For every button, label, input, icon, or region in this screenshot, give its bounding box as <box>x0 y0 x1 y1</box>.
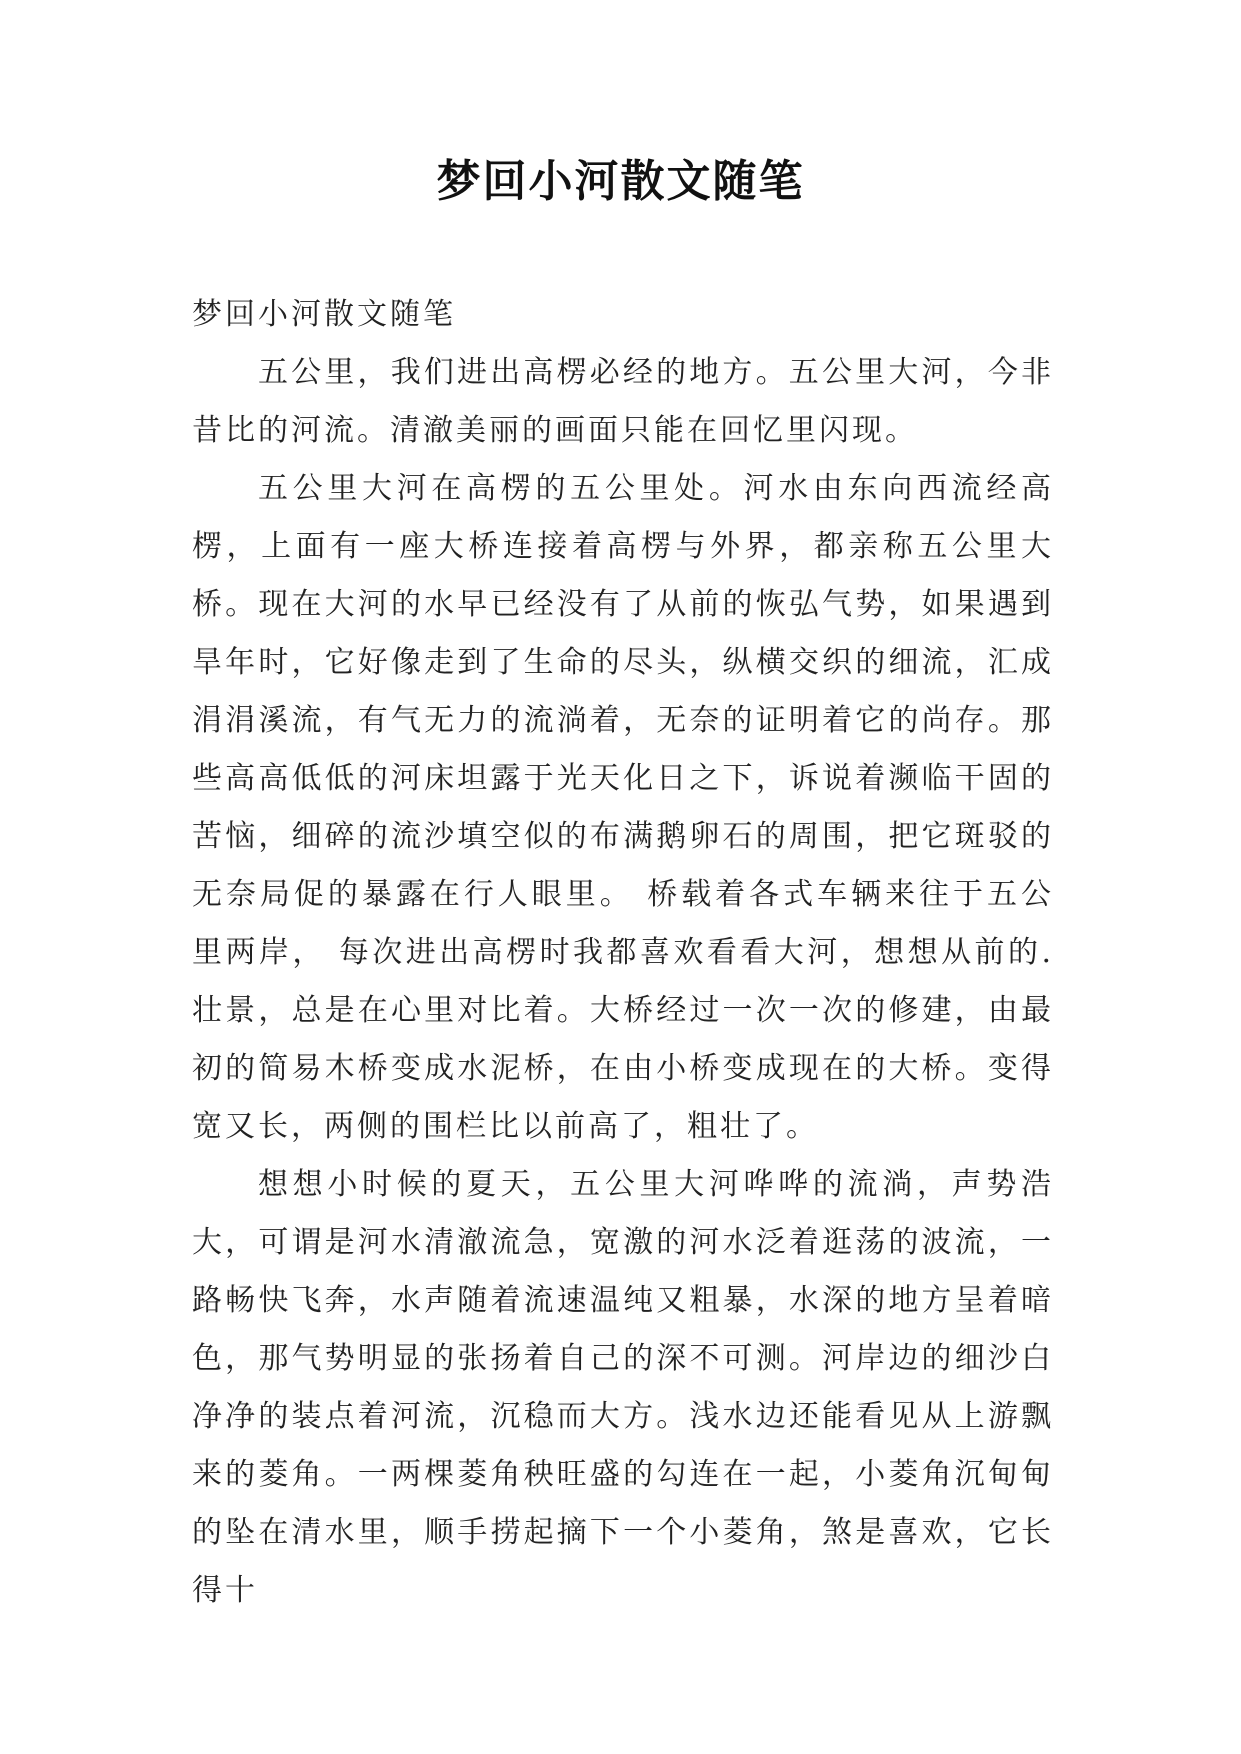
paragraph-1: 五公里，我们进出高楞必经的地方。五公里大河，今非昔比的河流。清澈美丽的画面只能在回忆里闪现。 <box>192 355 1054 448</box>
paragraph-3: 想想小时候的夏天，五公里大河哗哗的流淌，声势浩大，可谓是河水清澈流急，宽激的河水泛着逛荡的波流，一路畅快飞奔，水声随着流速温纯又粗暴，水深的地方呈着暗色，那气势明显的张扬着自己的深不可测。河岸边的细沙白净净的装点着河流，沉稳而大方。浅水边还能看见从上游飘来的菱角。一两棵菱角秧旺盛的勾连在一起，小菱角沉甸甸的坠在清水里，顺手捞起摘下一个小菱角，煞是喜欢，它长得十 <box>192 1167 1054 1608</box>
document-subtitle: 梦回小河散文随笔 <box>192 297 456 332</box>
paragraph-2: 五公里大河在高楞的五公里处。河水由东向西流经高楞，上面有一座大桥连接着高楞与外界，都亲称五公里大桥。现在大河的水早已经没有了从前的恢弘气势，如果遇到旱年时，它好像走到了生命的尽头，纵横交织的细流，汇成涓涓溪流，有气无力的流淌着，无奈的证明着它的尚存。那些高高低低的河床坦露于光天化日之下，诉说着濒临干固的苦恼，细碎的流沙填空似的布满鹅卵石的周围，把它斑驳的无奈局促的暴露在行人眼里。 桥载着各式车辆来往于五公里两岸， 每次进出高楞时我都喜欢看看大河，想想从前的.壮景，总是在心里对比着。大桥经过一次一次的修建，由最初的简易木桥变成水泥桥，在由小桥变成现在的大桥。变得宽又长，两侧的围栏比以前高了，粗壮了。 <box>192 471 1054 1144</box>
document-body <box>192 286 1054 1620</box>
document-title: 梦回小河散文随笔 <box>436 156 805 207</box>
